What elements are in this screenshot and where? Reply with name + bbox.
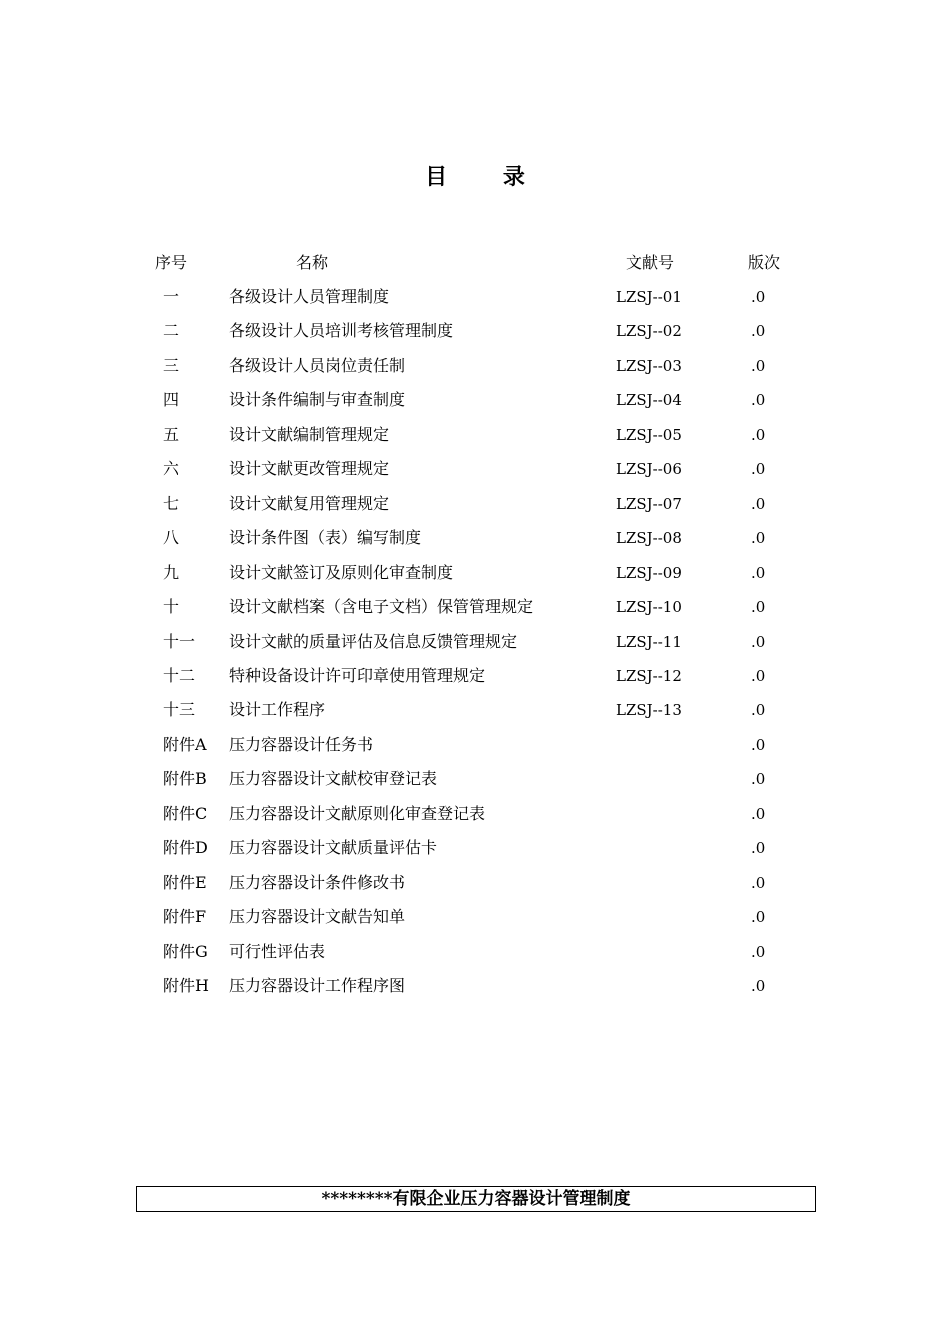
toc-row-no: 九 [163,562,180,582]
toc-row-no: 五 [163,424,180,444]
toc-row-no: 附件G [163,941,208,961]
toc-row [0,558,950,588]
toc-row-no: 附件F [163,907,207,927]
toc-row-name: 压力容器设计文献告知单 [229,907,406,927]
toc-row-name: 设计文献更改管理规定 [229,459,390,479]
toc-row-ver: .0 [751,460,766,479]
toc-row [0,730,950,760]
toc-row [0,489,950,519]
header-no: 序号 [155,253,188,272]
toc-row-name: 可行性评估表 [229,941,326,961]
toc-row-doc: LZSJ--01 [616,288,682,306]
toc-row [0,454,950,484]
toc-row [0,351,950,381]
toc-row-name: 各级设计人员岗位责任制 [229,355,406,375]
toc-row-doc: LZSJ--05 [616,425,682,444]
toc-row-name: 设计工作程序 [229,700,326,720]
toc-row [0,971,950,1001]
toc-row-ver: .0 [751,804,766,823]
toc-row [0,833,950,863]
toc-row [0,385,950,415]
toc-row-no: 三 [163,355,180,375]
toc-row-name: 设计文献的质量评估及信息反馈管理规定 [229,631,518,651]
toc-row-no: 附件B [163,769,207,789]
toc-header-row [0,248,950,278]
toc-row-ver: .0 [751,839,766,858]
toc-row-no: 六 [163,459,180,479]
toc-row-no: 附件A [163,734,207,754]
toc-row-no: 附件D [163,838,208,858]
toc-row-doc: LZSJ--10 [616,598,682,617]
toc-row-doc: LZSJ--09 [616,563,682,582]
toc-row-name: 设计文献签订及原则化审查制度 [229,562,454,582]
toc-row-ver: .0 [751,908,766,927]
toc-row-name: 特种设备设计许可印章使用管理规定 [229,665,486,685]
toc-row [0,282,950,312]
toc-row-doc: LZSJ--04 [616,391,682,410]
toc-row-doc: LZSJ--03 [616,356,682,375]
toc-row-ver: .0 [751,356,766,375]
toc-row-no: 八 [163,528,180,548]
toc-row-ver: .0 [751,735,766,754]
toc-row [0,627,950,657]
toc-row-no: 十一 [163,631,196,651]
toc-row-no: 附件H [163,976,209,995]
toc-row-no: 十 [163,597,180,617]
toc-row-ver: .0 [751,701,766,720]
toc-row-name: 各级设计人员管理制度 [229,287,390,306]
toc-row-no: 十三 [163,700,196,720]
toc-row [0,799,950,829]
toc-row [0,661,950,691]
toc-row [0,592,950,622]
toc-row-ver: .0 [751,494,766,513]
toc-row-no: 七 [163,493,180,513]
toc-row [0,937,950,967]
toc-row-name: 设计条件图（表）编写制度 [229,528,422,548]
toc-row-no: 十二 [163,665,196,685]
toc-row-no: 附件E [163,872,207,892]
toc-row-ver: .0 [751,598,766,617]
toc-row [0,695,950,725]
toc-row-ver: .0 [751,322,766,341]
toc-row-ver: .0 [751,529,766,548]
toc-row-ver: .0 [751,563,766,582]
toc-row [0,523,950,553]
toc-row-name: 各级设计人员培训考核管理制度 [229,321,454,341]
toc-row [0,868,950,898]
toc-row-ver: .0 [751,770,766,789]
toc-row-name: 压力容器设计条件修改书 [229,872,406,892]
toc-row-no: 一 [163,287,180,306]
toc-row-ver: .0 [751,632,766,651]
toc-row-no: 二 [163,321,180,341]
header-ver: 版次 [748,253,781,272]
toc-row-no: 附件C [163,803,208,823]
toc-row-name: 压力容器设计工作程序图 [229,976,406,995]
toc-row-name: 设计文献编制管理规定 [229,424,390,444]
toc-row-doc: LZSJ--12 [616,666,682,685]
toc-row-doc: LZSJ--02 [616,322,682,341]
toc-row [0,420,950,450]
header-doc: 文献号 [626,253,675,272]
toc-row-doc: LZSJ--07 [616,494,682,513]
toc-row-name: 压力容器设计文献质量评估卡 [229,838,438,858]
footer-banner: ********有限企业压力容器设计管理制度 [136,1186,816,1212]
toc-row-doc: LZSJ--13 [616,701,682,720]
toc-row-ver: .0 [751,288,766,306]
toc-row [0,902,950,932]
header-name: 名称 [296,253,329,272]
toc-row-name: 设计条件编制与审查制度 [229,390,406,410]
toc-row-ver: .0 [751,666,766,685]
toc-row-name: 压力容器设计任务书 [229,734,374,754]
toc-row-name: 压力容器设计文献校审登记表 [229,769,438,789]
toc-row-doc: LZSJ--08 [616,529,682,548]
toc-row-doc: LZSJ--11 [616,632,682,651]
toc-row-doc: LZSJ--06 [616,460,682,479]
toc-row-ver: .0 [751,425,766,444]
toc-row [0,764,950,794]
toc-row [0,316,950,346]
toc-row-ver: .0 [751,873,766,892]
toc-row-ver: .0 [751,977,766,995]
toc-row-name: 压力容器设计文献原则化审查登记表 [229,803,486,823]
toc-row-no: 四 [163,390,180,410]
toc-row-ver: .0 [751,391,766,410]
toc-row-ver: .0 [751,942,766,961]
page-title: 目 录 [425,164,549,190]
toc-row-name: 设计文献复用管理规定 [229,493,390,513]
toc-row-name: 设计文献档案（含电子文档）保管管理规定 [229,597,534,617]
